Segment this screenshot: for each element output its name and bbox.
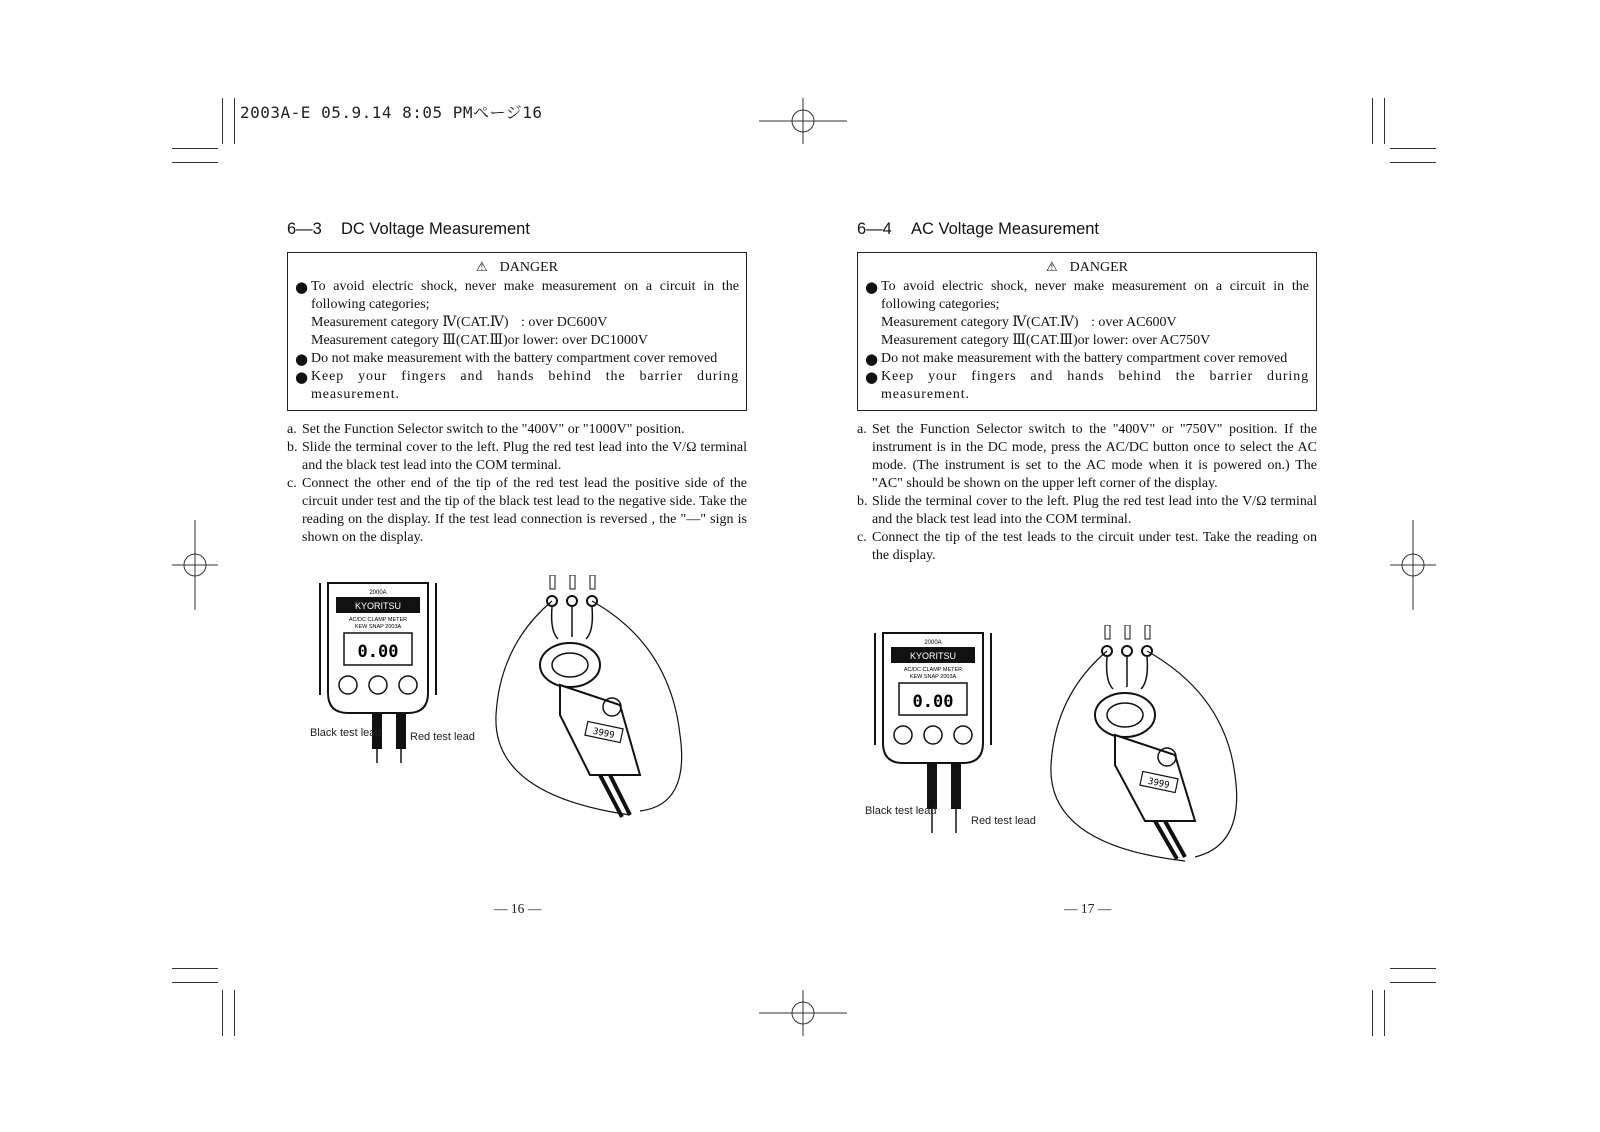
display-reading: 0.00 bbox=[912, 692, 954, 712]
bullet-icon: ● bbox=[295, 278, 309, 296]
category-line: Measurement category Ⅲ(CAT.Ⅲ)or lower: over AC750V bbox=[881, 333, 1211, 348]
page-right bbox=[857, 220, 1317, 565]
step-c: c. Connect the other end of the tip of the red test lead the positive side of the circuit under test and the tip of the black test lead to the negative side. Take the reading on the display. If the test lead connection is reversed , the "—" sign is shown on the display. bbox=[287, 476, 747, 545]
red-lead-label: Red test lead bbox=[410, 731, 475, 743]
step-b: b. Slide the terminal cover to the left. Plug the red test lead into the V/Ω terminal and the black test lead into the COM terminal. bbox=[287, 440, 747, 473]
danger-bullet: ● Keep your fingers and hands behind the barrier during measurement. bbox=[295, 368, 739, 402]
page-number: — 16 — bbox=[494, 901, 542, 916]
section-heading bbox=[287, 220, 747, 242]
danger-box bbox=[857, 252, 1317, 411]
svg-text:KEW SNAP 2003A: KEW SNAP 2003A bbox=[909, 674, 957, 680]
figure-dc-voltage bbox=[300, 575, 760, 875]
page-number: — 17 — bbox=[1064, 901, 1112, 916]
clamp-meter-illustration bbox=[300, 575, 760, 875]
danger-heading: ⚠ DANGER bbox=[1046, 260, 1128, 275]
bullet-icon: ● bbox=[865, 368, 879, 386]
step-a: a. Set the Function Selector switch to the "400V" or "750V" position. If the instrument is in the DC mode, press the AC/DC button once to select the AC mode. (The instrument is set to the AC mode when it is powered on.) The "AC" should be shown on the upper left corner of the display. bbox=[857, 422, 1317, 491]
svg-text:AC/DC CLAMP METER: AC/DC CLAMP METER bbox=[348, 617, 408, 623]
bullet-icon: ● bbox=[865, 278, 879, 296]
step-a: a. Set the Function Selector switch to the "400V" or "1000V" position. bbox=[287, 422, 685, 437]
warning-triangle-icon: ⚠ bbox=[1046, 260, 1058, 275]
registration-mark-bottom bbox=[755, 990, 851, 1036]
danger-bullet: ● Do not make measurement with the battery compartment cover removed bbox=[865, 350, 1288, 368]
display-reading: 0.00 bbox=[357, 642, 399, 662]
svg-text:AC/DC CLAMP METER: AC/DC CLAMP METER bbox=[903, 667, 963, 673]
step-c: c. Connect the tip of the test leads to the circuit under test. Take the reading on the display. bbox=[857, 530, 1317, 563]
registration-mark-top bbox=[755, 98, 851, 144]
category-line: Measurement category Ⅳ(CAT.Ⅳ) : over AC600V bbox=[881, 315, 1177, 330]
bullet-icon: ● bbox=[295, 350, 309, 368]
section-title: DC Voltage Measurement bbox=[341, 220, 530, 238]
svg-text:KEW SNAP 2003A: KEW SNAP 2003A bbox=[354, 624, 402, 630]
meter-brand-label: KYORITSU bbox=[354, 601, 402, 611]
black-lead-label: Black test lead bbox=[310, 727, 382, 739]
danger-bullet: ● Do not make measurement with the battery compartment cover removed bbox=[295, 350, 718, 368]
svg-text:3999: 3999 bbox=[591, 726, 616, 742]
step-b: b. Slide the terminal cover to the left. Plug the red test lead into the V/Ω terminal and the black test lead into the COM terminal. bbox=[857, 494, 1317, 527]
danger-heading: ⚠ DANGER bbox=[476, 260, 558, 275]
svg-text:2000A: 2000A bbox=[369, 590, 387, 596]
meter-brand-label: KYORITSU bbox=[909, 651, 957, 661]
instruction-steps bbox=[287, 421, 747, 547]
section-number: 6—4 bbox=[857, 220, 892, 238]
danger-box bbox=[287, 252, 747, 411]
black-lead-label: Black test lead bbox=[865, 805, 937, 817]
red-lead-label: Red test lead bbox=[971, 815, 1036, 827]
bullet-icon: ● bbox=[295, 368, 309, 386]
registration-mark-right bbox=[1390, 520, 1436, 610]
section-number: 6—3 bbox=[287, 220, 322, 238]
category-line: Measurement category Ⅳ(CAT.Ⅳ) : over DC600V bbox=[311, 315, 608, 330]
section-heading bbox=[857, 220, 1317, 242]
warning-triangle-icon: ⚠ bbox=[476, 260, 488, 275]
danger-bullet: ● To avoid electric shock, never make measurement on a circuit in the following categories; bbox=[295, 278, 739, 312]
print-stamp: 2003A-E 05.9.14 8:05 PMページ16 bbox=[240, 103, 543, 122]
category-line: Measurement category Ⅲ(CAT.Ⅲ)or lower: over DC1000V bbox=[311, 333, 648, 348]
page-left bbox=[287, 220, 747, 547]
bullet-icon: ● bbox=[865, 350, 879, 368]
danger-bullet: ● To avoid electric shock, never make measurement on a circuit in the following categories; bbox=[865, 278, 1309, 312]
danger-bullet: ● Keep your fingers and hands behind the barrier during measurement. bbox=[865, 368, 1309, 402]
figure-ac-voltage bbox=[855, 625, 1315, 885]
clamp-meter-illustration bbox=[855, 625, 1315, 885]
registration-mark-left bbox=[172, 520, 218, 610]
svg-text:2000A: 2000A bbox=[924, 640, 942, 646]
instruction-steps bbox=[857, 421, 1317, 565]
section-title: AC Voltage Measurement bbox=[911, 220, 1100, 238]
svg-text:3999: 3999 bbox=[1146, 776, 1171, 792]
